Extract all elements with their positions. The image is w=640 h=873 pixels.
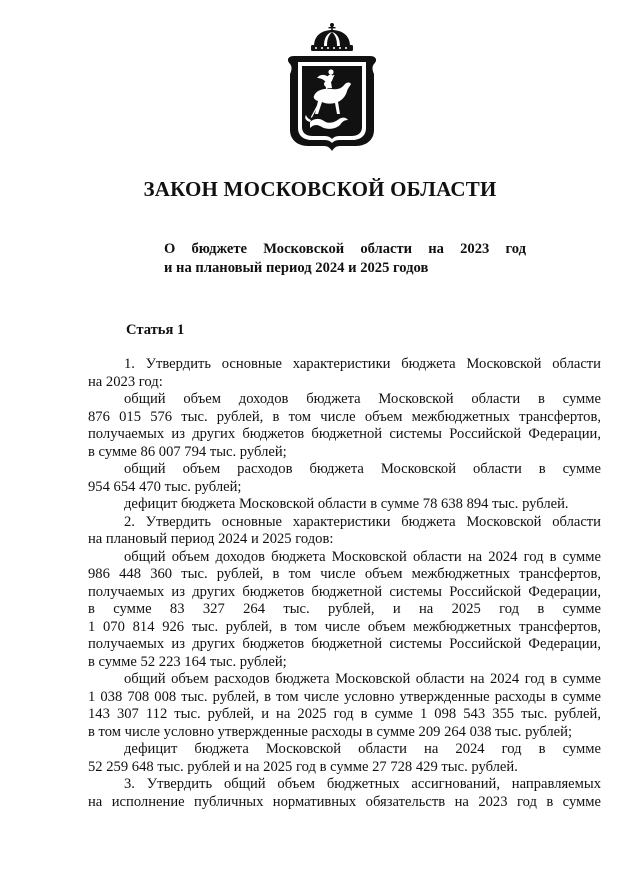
paragraph-line: общий объем доходов бюджета Московской области в сумме xyxy=(124,391,601,407)
paragraph-line: на 2023 год: xyxy=(88,373,163,390)
paragraph-1-main-characteristics-2023 xyxy=(88,356,601,391)
paragraph-expenditures-2024-2025 xyxy=(88,671,601,741)
paragraph-line: 1 070 814 926 тыс. рублей, в том числе объем межбюджетных трансфертов, xyxy=(88,618,601,635)
paragraph-expenditures-2023 xyxy=(88,461,601,496)
paragraph-line: 3. Утвердить общий объем бюджетных ассигнований, направляемых xyxy=(124,776,601,792)
paragraph-line: в сумме 86 007 794 тыс. рублей; xyxy=(88,443,287,460)
paragraph-line: получаемых из других бюджетов бюджетной системы Российской Федерации, xyxy=(88,426,601,442)
paragraph-line: дефицит бюджета Московской области в сумме 78 638 894 тыс. рублей. xyxy=(124,496,569,512)
law-subject xyxy=(164,240,526,278)
paragraph-line: на исполнение публичных нормативных обязательств на 2023 год в сумме xyxy=(88,793,601,810)
paragraph-line: получаемых из других бюджетов бюджетной системы Российской Федерации, xyxy=(88,583,601,600)
paragraph-line: дефицит бюджета Московской области на 2024 год в сумме xyxy=(124,741,601,757)
law-title: ЗАКОН МОСКОВСКОЙ ОБЛАСТИ xyxy=(143,177,497,201)
paragraph-line: 954 654 470 тыс. рублей; xyxy=(88,478,242,495)
paragraph-line: 2. Утвердить основные характеристики бюджета Московской области xyxy=(124,513,601,530)
paragraph-line: в сумме 52 223 164 тыс. рублей; xyxy=(88,653,287,670)
paragraph-line: в сумме 83 327 264 тыс. рублей, и на 2025 год в сумме xyxy=(88,601,601,617)
paragraph-3-public-obligations xyxy=(88,776,601,811)
paragraph-line: общий объем расходов бюджета Московской области в сумме xyxy=(124,461,601,477)
article-1-heading: Статья 1 xyxy=(126,322,185,338)
paragraph-line: 143 307 112 тыс. рублей, и на 2025 год в сумме 1 098 543 355 тыс. рублей, xyxy=(88,706,601,722)
law-subject-line-2: и на плановый период 2024 и 2025 годов xyxy=(164,260,429,276)
paragraph-line: 52 259 648 тыс. рублей и на 2025 год в сумме 27 728 429 тыс. рублей. xyxy=(88,758,518,775)
paragraph-line: получаемых из других бюджетов бюджетной системы Российской Федерации, xyxy=(88,636,601,652)
article-1-body xyxy=(88,356,601,811)
paragraph-line: общий объем доходов бюджета Московской области на 2024 год в сумме xyxy=(124,548,601,565)
paragraph-line: 876 015 576 тыс. рублей, в том числе объем межбюджетных трансфертов, xyxy=(88,408,601,425)
paragraph-line: 1. Утвердить основные характеристики бюджета Московской области xyxy=(124,356,601,372)
paragraph-deficit-2023 xyxy=(88,496,601,514)
paragraph-line: в том числе условно утвержденные расходы в сумме 209 264 038 тыс. рублей; xyxy=(88,723,573,740)
paragraph-revenues-2024-2025 xyxy=(88,549,601,672)
paragraph-line: на плановый период 2024 и 2025 годов: xyxy=(88,531,334,547)
law-subject-line-1: О бюджете Московской области на 2023 год xyxy=(164,241,526,257)
paragraph-revenues-2023 xyxy=(88,391,601,461)
paragraph-line: 1 038 708 008 тыс. рублей, в том числе условно утвержденные расходы в сумме xyxy=(88,688,601,705)
paragraph-line: 986 448 360 тыс. рублей, в том числе объем межбюджетных трансфертов, xyxy=(88,566,601,582)
paragraph-2-planning-period xyxy=(88,514,601,549)
paragraph-line: общий объем расходов бюджета Московской области на 2024 год в сумме xyxy=(124,671,601,687)
moscow-oblast-coat-of-arms-icon xyxy=(284,22,380,152)
paragraph-deficit-2024-2025 xyxy=(88,741,601,776)
